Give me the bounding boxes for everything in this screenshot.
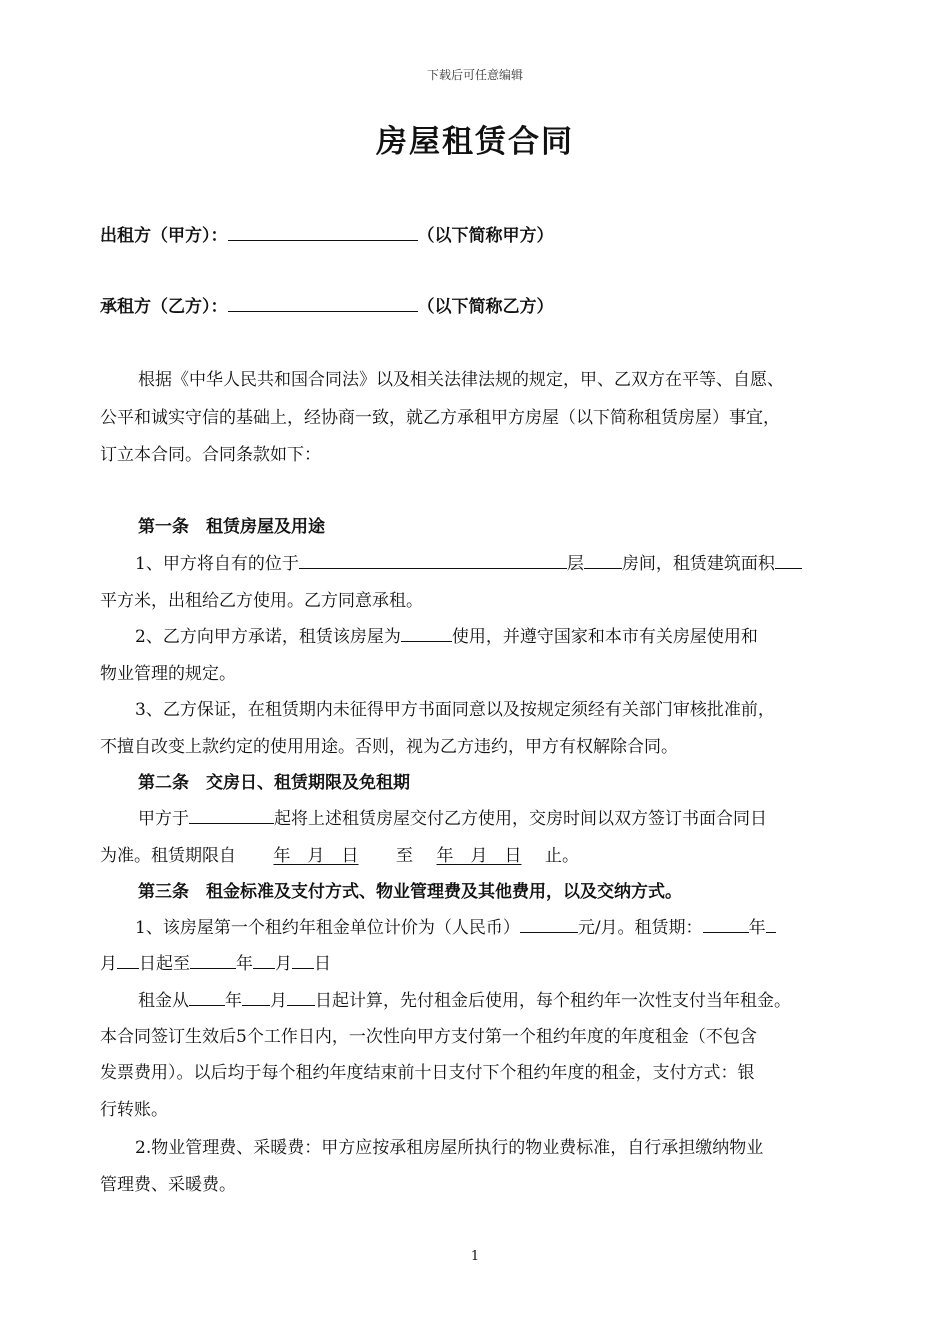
handover-date-blank[interactable] <box>189 806 274 824</box>
term-start-year-blank[interactable] <box>703 915 749 933</box>
text-segment: 层 <box>566 554 584 574</box>
article-1-heading: 第一条 租赁房屋及用途 <box>138 517 325 537</box>
article-2-line-2 <box>100 841 579 866</box>
article-3-para-2-line-1 <box>138 986 791 1011</box>
article-1-clause-3-line-1: 3、乙方保证，在租赁期内未征得甲方书面同意以及按规定须经有关部门审核批准前， <box>135 700 775 720</box>
lessee-suffix: （以下简称乙方） <box>417 297 554 317</box>
term-start-day-blank[interactable] <box>117 951 139 969</box>
term-end-day-blank[interactable] <box>292 951 314 969</box>
lessee-line <box>100 292 554 317</box>
text-segment: 日 <box>314 954 331 974</box>
usage-blank[interactable] <box>401 624 452 642</box>
article-1-clause-2-line-1 <box>135 622 758 647</box>
rent-start-month-blank[interactable] <box>242 988 270 1006</box>
text-segment: 租金从 <box>138 991 189 1011</box>
text-segment: 月 <box>100 954 117 974</box>
article-3-clause-1-line-1 <box>135 913 776 938</box>
intro-line-2: 公平和诚实守信的基础上，经协商一致，就乙方承租甲方房屋（以下简称租赁房屋）事宜， <box>100 408 780 428</box>
term-end-month-blank[interactable] <box>253 951 275 969</box>
article-3-para-2-line-2: 本合同签订生效后5个工作日内，一次性向甲方支付第一个租约年度的年度租金（不包含 <box>100 1027 757 1047</box>
article-1-clause-2-line-2: 物业管理的规定。 <box>100 664 236 684</box>
article-1-clause-3-line-2: 不擅自改变上款约定的使用用途。否则，视为乙方违约，甲方有权解除合同。 <box>100 737 678 757</box>
rent-start-day-blank[interactable] <box>287 988 315 1006</box>
text-segment: 日起至 <box>139 954 190 974</box>
term-start-month-blank-a[interactable] <box>766 915 776 933</box>
text-segment: 使用，并遵守国家和本市有关房屋使用和 <box>451 627 758 647</box>
floor-blank[interactable] <box>584 551 622 569</box>
article-1-clause-1-line-2: 平方米，出租给乙方使用。乙方同意承租。 <box>100 591 423 611</box>
rent-start-year-blank[interactable] <box>189 988 225 1006</box>
text-segment: 甲方于 <box>138 809 189 829</box>
article-3-clause-2-line-1: 2.物业管理费、采暖费：甲方应按承租房屋所执行的物业费标准，自行承担缴纳物业 <box>135 1138 764 1158</box>
text-segment: 元/月。租赁期： <box>577 918 703 938</box>
article-3-heading: 第三条 租金标准及支付方式、物业管理费及其他费用，以及交纳方式。 <box>138 882 682 902</box>
intro-line-3: 订立本合同。合同条款如下： <box>100 445 321 465</box>
article-1-clause-1-line-1 <box>135 549 802 574</box>
text-segment: 房间，租赁建筑面积 <box>621 554 775 574</box>
intro-line-1: 根据《中华人民共和国合同法》以及相关法律法规的规定，甲、乙双方在平等、自愿、 <box>138 370 784 390</box>
text-segment: 起将上述租赁房屋交付乙方使用，交房时间以双方签订书面合同日 <box>274 809 767 829</box>
header-note: 下载后可任意编辑 <box>426 68 523 82</box>
lessor-line <box>100 221 554 246</box>
text-segment: 止。 <box>545 846 579 866</box>
text-segment: 1、甲方将自有的位于 <box>135 554 299 574</box>
lessor-label: 出租方（甲方）： <box>100 226 228 246</box>
article-3-para-2-line-4: 行转账。 <box>100 1100 168 1120</box>
document-title: 房屋租赁合同 <box>376 124 574 160</box>
text-segment: 年 <box>225 991 242 1011</box>
text-segment: 2、乙方向甲方承诺，租赁该房屋为 <box>135 627 401 647</box>
text-segment: 月 <box>275 954 292 974</box>
text-segment: 年 <box>236 954 253 974</box>
text-segment: 为准。租赁期限自 <box>100 846 236 866</box>
article-2-line-1 <box>138 804 767 829</box>
location-blank[interactable] <box>299 551 567 569</box>
lessor-suffix: （以下简称甲方） <box>417 226 554 246</box>
term-end-year-blank[interactable] <box>190 951 236 969</box>
area-blank[interactable] <box>775 551 802 569</box>
lease-start-date[interactable]: 年 月 日 <box>273 846 359 866</box>
article-3-clause-1-line-2 <box>100 949 331 974</box>
monthly-rent-blank[interactable] <box>520 915 578 933</box>
lessee-label: 承租方（乙方）： <box>100 297 228 317</box>
text-segment: 年 <box>748 918 766 938</box>
lessor-name-blank[interactable] <box>228 223 418 241</box>
text-segment: 1、该房屋第一个租约年租金单位计价为（人民币） <box>135 918 520 938</box>
page-number: 1 <box>470 1249 480 1264</box>
article-2-heading: 第二条 交房日、租赁期限及免租期 <box>138 773 410 793</box>
text-segment: 至 <box>396 846 413 866</box>
text-segment: 月 <box>270 991 287 1011</box>
text-segment: 日起计算，先付租金后使用，每个租约年一次性支付当年租金。 <box>315 991 791 1011</box>
article-3-clause-2-line-2: 管理费、采暖费。 <box>100 1175 236 1195</box>
article-3-para-2-line-3: 发票费用）。以后均于每个租约年度结束前十日支付下个租约年度的租金，支付方式：银 <box>100 1063 755 1083</box>
lessee-name-blank[interactable] <box>228 294 418 312</box>
lease-end-date[interactable]: 年 月 日 <box>436 846 522 866</box>
